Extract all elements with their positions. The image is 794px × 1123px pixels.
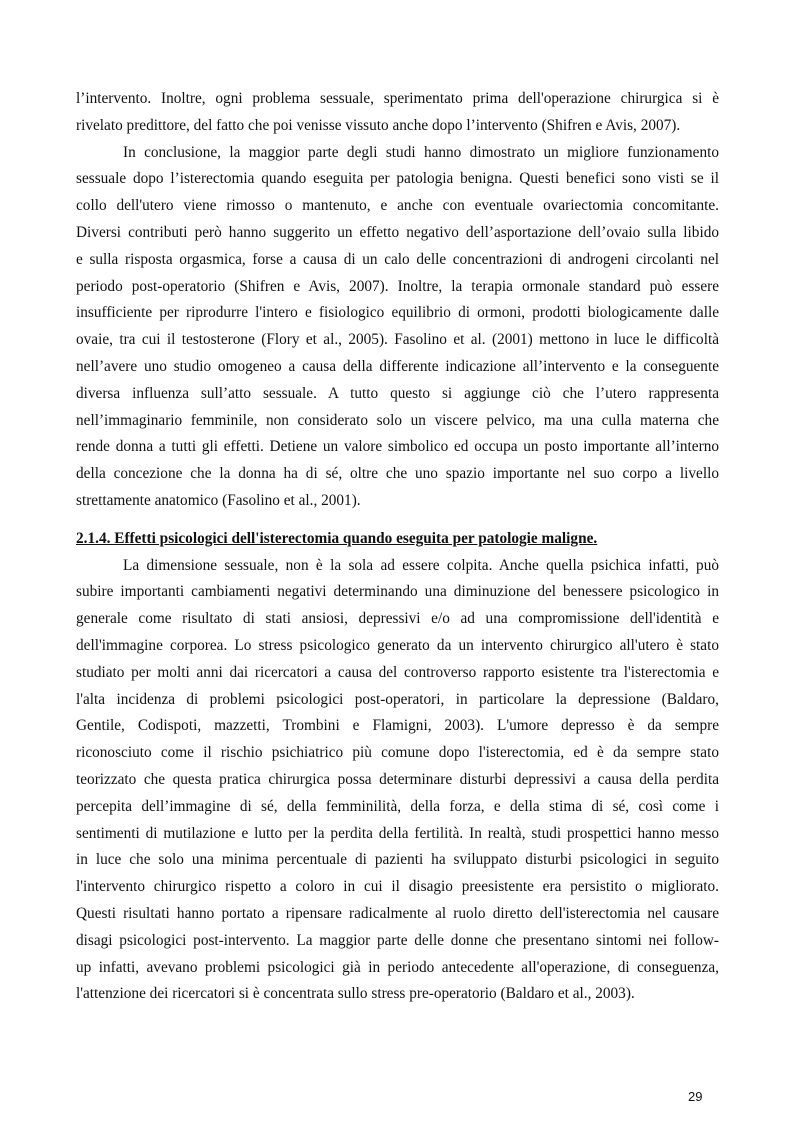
paragraph-line: e sulla risposta orgasmica, forse a causa di un calo delle concentrazioni di androgeni circolanti nel (76, 250, 719, 268)
paragraph-2 (76, 140, 719, 515)
paragraph-1 (76, 86, 719, 140)
paragraph-line: subire importanti cambiamenti negativi determinando una diminuzione del benessere psicologico in (76, 583, 719, 601)
document-page (76, 86, 719, 1008)
paragraph-line: La dimensione sessuale, non è la sola ad essere colpita. Anche quella psichica infatti, può (123, 556, 719, 574)
paragraph-line: l'intervento chirurgico rispetto a coloro in cui il disagio preesistente era persistito o migliorato. (76, 878, 719, 896)
paragraph-line: Questi risultati hanno portato a ripensare radicalmente al ruolo diretto dell'isterectomia nel causare (76, 904, 719, 922)
paragraph-line: periodo post-operatorio (Shifren e Avis, 2007). Inoltre, la terapia ormonale standard può essere (76, 277, 719, 295)
paragraph-line: strettamente anatomico (Fasolino et al., 2001). (76, 491, 361, 509)
paragraph-line: diversa influenza sull’atto sessuale. A tutto questo si aggiunge ciò che l’utero rappresenta (76, 384, 719, 402)
paragraph-3 (76, 553, 719, 1009)
paragraph-line: l'alta incidenza di problemi psicologici post-operatori, in particolare la depressione (Baldaro, (76, 690, 719, 708)
paragraph-line: della concezione che la donna ha di sé, oltre che uno spazio importante nel suo corpo a livello (76, 465, 719, 483)
paragraph-line: generale come risultato di stati ansiosi, depressivi e/o ad una compromissione dell'identità e (76, 610, 719, 628)
paragraph-line: insufficiente per riprodurre l'intero e fisiologico equilibrio di ormoni, prodotti biologicamente dalle (76, 304, 719, 322)
paragraph-line: Gentile, Codispoti, mazzetti, Trombini e Flamigni, 2003). L'umore depresso è da sempre (76, 717, 719, 735)
paragraph-line: ovaie, tra cui il testosterone (Flory et al., 2005). Fasolino et al. (2001) mettono in luce le difficoltà (76, 331, 719, 349)
paragraph-line: rivelato predittore, del fatto che poi venisse vissuto anche dopo l’intervento (Shifren e Avis, 2007). (76, 116, 681, 134)
section-heading (76, 526, 719, 553)
paragraph-line: nell’immaginario femminile, non considerato solo un viscere pelvico, ma una culla materna che (76, 411, 719, 429)
paragraph-line: Diversi contributi però hanno suggerito un effetto negativo dell’asportazione dell’ovaio sulla libido (76, 223, 719, 241)
paragraph-line: l'attenzione dei ricercatori si è concentrata sullo stress pre-operatorio (Baldaro et al., 2003). (76, 985, 635, 1003)
paragraph-line: l’intervento. Inoltre, ogni problema sessuale, sperimentato prima dell'operazione chirurgica si è (76, 90, 719, 107)
paragraph-line: In conclusione, la maggior parte degli studi hanno dimostrato un migliore funzionamento (123, 143, 719, 161)
paragraph-line: teorizzato che questa pratica chirurgica possa determinare disturbi depressivi a causa della perdita (76, 770, 719, 788)
paragraph-line: in luce che solo una minima percentuale di pazienti ha sviluppato disturbi psicologici in seguito (76, 851, 719, 869)
paragraph-line: disagi psicologici post-intervento. La maggior parte delle donne che presentano sintomi nei follow- (76, 931, 719, 949)
paragraph-line: sessuale dopo l’isterectomia quando eseguita per patologia benigna. Questi benefici sono visti se il (76, 170, 719, 188)
paragraph-line: rende donna a tutti gli effetti. Detiene un valore simbolico ed occupa un posto importante all’interno (76, 438, 719, 456)
paragraph-line: nell’avere uno studio omogeneo a causa della differente indicazione all’intervento e la conseguente (76, 357, 719, 375)
section-spacer (76, 515, 719, 524)
page-number: 29 (688, 1089, 703, 1104)
paragraph-line: dell'immagine corporea. Lo stress psicologico generato da un intervento chirurgico all'utero è stato (76, 636, 719, 654)
paragraph-line: riconosciuto come il rischio psichiatrico più comune dopo l'isterectomia, ed è da sempre stato (76, 744, 719, 762)
paragraph-line: sentimenti di mutilazione e lutto per la perdita della fertilità. In realtà, studi prospettici hanno messo (76, 824, 719, 842)
paragraph-line: studiato per molti anni dai ricercatori a causa del controverso rapporto esistente tra l'isterectomia e (76, 663, 719, 681)
paragraph-line: percepita dell’immagine di sé, della femminilità, della forza, e della stima di sé, così come i (76, 797, 719, 815)
section-heading-title: 2.1.4. Effetti psicologici dell'isterectomia quando eseguita per patologie maligne (76, 529, 594, 547)
paragraph-line: up infatti, avevano problemi psicologici già in periodo antecedente all'operazione, di conseguenza, (76, 958, 719, 976)
paragraph-line: collo dell'utero viene rimosso o mantenuto, e anche con eventuale ovariectomia concomitante. (76, 197, 719, 215)
section-heading-period: . (593, 529, 598, 547)
